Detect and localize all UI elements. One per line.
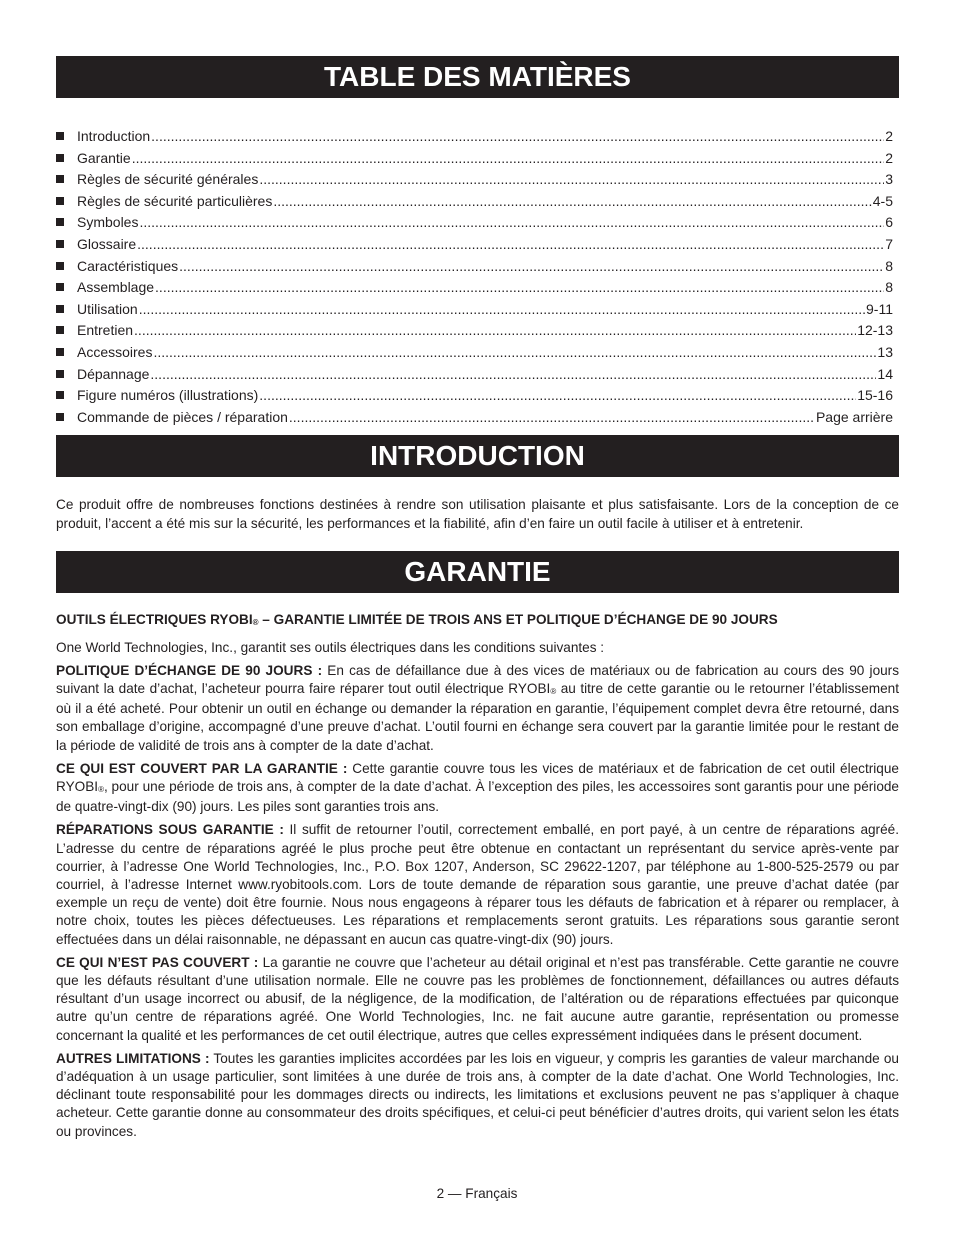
toc-item xyxy=(56,126,893,148)
garantie-heading-part1: OUTILS ÉLECTRIQUES RYOBI xyxy=(56,612,253,628)
toc-item xyxy=(56,320,893,342)
square-bullet-icon xyxy=(56,197,64,205)
toc-item-page: 4-5 xyxy=(872,192,893,209)
garantie-not-covered xyxy=(56,954,899,1045)
toc-leader-dots xyxy=(150,364,876,386)
toc-item xyxy=(56,277,893,299)
toc-leader-dots xyxy=(155,277,884,299)
registered-mark: ® xyxy=(98,784,104,794)
toc-item-label: Commande de pièces / réparation xyxy=(77,408,288,425)
toc-leader-dots xyxy=(132,148,885,170)
toc-leader-dots xyxy=(259,169,884,191)
square-bullet-icon xyxy=(56,413,64,421)
registered-mark: ® xyxy=(252,618,259,628)
garantie-intro: One World Technologies, Inc., garantit ses outils électriques dans les conditions suivantes : xyxy=(56,639,605,655)
toc-leader-dots xyxy=(151,126,884,148)
square-bullet-icon xyxy=(56,283,64,291)
toc-item-page: 8 xyxy=(885,279,893,296)
toc-item-page: 12-13 xyxy=(857,322,893,339)
toc-item-label: Règles de sécurité particulières xyxy=(77,192,273,209)
coverage-text-b: , pour une période de trois ans, à compter de la date d’achat. À l’exception des piles, les accessoires sont garantis pour une période de quatre-vingt-dix (90) jours. Les piles sont garanties trois ans. xyxy=(56,778,899,815)
exchange-policy-text-b: au titre de cette garantie ou le retourner l’établissement où il a été acheté. Pour obtenir un outil en échange ou demander la réparation en garantie, l’équipement complet devra être retourné, dans son emballage d’origine, accompagné d’une preuve d’achat. L’outil fourni en échange sera couvert par la garantie limitée pour le restant de la période de validité de trois ans à compter de la date d’achat. xyxy=(56,680,899,753)
toc-leader-dots xyxy=(137,234,884,256)
toc-item-page: Page arrière xyxy=(815,408,893,425)
toc-leader-dots xyxy=(139,299,865,321)
exchange-policy-label: POLITIQUE D’ÉCHANGE DE 90 JOURS : xyxy=(56,662,323,678)
exchange-policy-text-a: En cas de défaillance due à des vices de matériaux ou de fabrication au cours des 90 jours suivant la date d’achat, l’acheteur pourra faire réparer tout outil électrique RYOBI xyxy=(56,662,900,696)
toc-item-page: 15-16 xyxy=(857,387,893,404)
repairs-label: RÉPARATIONS SOUS GARANTIE : xyxy=(56,822,284,838)
square-bullet-icon xyxy=(56,305,64,313)
garantie-body xyxy=(56,611,899,1140)
toc-item-page: 2 xyxy=(885,149,893,166)
toc-item-page: 14 xyxy=(877,365,893,382)
square-bullet-icon xyxy=(56,370,64,378)
square-bullet-icon xyxy=(56,132,64,140)
toc-item-page: 2 xyxy=(885,128,893,144)
toc-title: TABLE DES MATIÈRES xyxy=(324,61,631,92)
page xyxy=(56,56,899,1146)
square-bullet-icon xyxy=(56,348,64,356)
toc-item xyxy=(56,342,893,364)
other-limitations-label: AUTRES LIMITATIONS : xyxy=(56,1050,210,1066)
toc-item-page: 7 xyxy=(885,235,893,252)
toc-item-label: Figure numéros (illustrations) xyxy=(77,387,259,404)
square-bullet-icon xyxy=(56,262,64,270)
toc-leader-dots xyxy=(134,320,856,342)
toc-item-label: Caractéristiques xyxy=(77,257,179,274)
toc-item xyxy=(56,212,893,234)
toc-item-label: Symboles xyxy=(77,214,139,231)
toc-leader-dots xyxy=(139,212,884,234)
toc-item xyxy=(56,299,893,321)
square-bullet-icon xyxy=(56,240,64,248)
toc-item-label: Garantie xyxy=(77,149,131,166)
page-footer: 2 — Français xyxy=(436,1186,518,1201)
toc-item xyxy=(56,169,893,191)
garantie-title: GARANTIE xyxy=(404,556,551,588)
introduction-text: Ce produit offre de nombreuses fonctions destinées à rendre son utilisation plaisante et plus satisfaisante. Lors de la conception de ce produit, l’accent a été mis sur la sécurité, les performances et la fiabilité, afin d’en faire un outil facile à utiliser et à entretenir. xyxy=(56,497,899,532)
toc-leader-dots xyxy=(259,385,856,407)
coverage-label: CE QUI EST COUVERT PAR LA GARANTIE : xyxy=(56,760,348,776)
square-bullet-icon xyxy=(56,391,64,399)
square-bullet-icon xyxy=(56,154,64,162)
toc-item xyxy=(56,234,893,256)
not-covered-label: CE QUI N’EST PAS COUVERT : xyxy=(56,954,259,970)
garantie-coverage xyxy=(56,760,899,817)
not-covered-text: La garantie ne couvre que l’acheteur au détail original et n’est pas transférable. Cette garantie ne couvre que les défauts résultant d’une utilisation normale. Elle ne couvre pas les problèmes de fonctionnement, défaillances ou autres défauts résultant d’un usage incorrect ou abusif, de la négligence, de la modification, de l’altération ou de réparations effectuées par quiconque autre qu’un centre de réparations agréé. One World Technologies, Inc. ne fait aucune autre garantie, représentation ou promesse concernant la qualité et les performances de cet outil électrique, autres que celles expressément indiquées dans le présent document. xyxy=(56,954,899,1043)
toc-item xyxy=(56,148,893,170)
toc-item-page: 6 xyxy=(885,214,893,231)
repairs-text: Il suffit de retourner l’outil, correctement emballé, en port payé, à un centre de réparations agréé. L’adresse du centre de réparations agréé le plus proche peut être obtenue en contactant un représentant du service après-vente par courrier, à l’adresse One World Technologies, Inc., P.O. Box 1207, Anderson, SC 29622-1207, par téléphone au 1-800-525-2579 ou par courriel, à l’adresse Internet www.ryobitools.com. Lors de toute demande de réparation sous garantie, une preuve d’achat datée (par exemple un reçu de vente) doit être fournie. Nous nous engageons à réparer tous les défauts de fabrication et à réparer ou remplacer, à notre choix, toutes les pièces défectueuses. Les réparations et remplacements seront gratuits. Les réparations sous garantie seront effectuées dans un délai raisonnable, ne dépassant en aucun cas quatre-vingt-dix (90) jours. xyxy=(56,822,899,947)
toc-leader-dots xyxy=(179,256,884,278)
toc-item xyxy=(56,364,893,386)
toc-leader-dots xyxy=(153,342,876,364)
toc-item-page: 9-11 xyxy=(866,300,893,317)
toc-item xyxy=(56,191,893,213)
toc-leader-dots xyxy=(289,407,815,429)
garantie-heading-part2: – GARANTIE LIMITÉE DE TROIS ANS ET POLITIQUE D’ÉCHANGE DE 90 JOURS xyxy=(258,612,778,628)
garantie-heading xyxy=(56,611,899,631)
square-bullet-icon xyxy=(56,175,64,183)
toc-item-label: Introduction xyxy=(77,128,151,144)
toc-item-page: 3 xyxy=(885,171,893,188)
toc-item-page: 13 xyxy=(877,343,893,360)
introduction-title: INTRODUCTION xyxy=(370,440,585,472)
toc-item xyxy=(56,385,893,407)
garantie-repairs xyxy=(56,821,899,948)
other-limitations-text: Toutes les garanties implicites accordées par les lois en vigueur, y compris les garanties de valeur marchande ou d’adéquation à un usage particulier, sont limitées à une durée de trois ans, à compter de la date d’achat. One World Technologies, Inc. déclinant toute responsabilité pour les dommages directs ou indirects, les limitations et exclusions peuvent ne pas s’appliquer à chaque acheteur. Cette garantie donne au consommateur des droits spécifiques, et celui-ci peut bénéficier d’autres droits, qui varient selon les états ou provinces. xyxy=(56,1050,899,1139)
garantie-title-bar xyxy=(56,551,899,593)
toc-title-bar xyxy=(56,56,899,98)
toc-item-label: Dépannage xyxy=(77,365,150,382)
toc-item-label: Assemblage xyxy=(77,279,155,296)
toc-item xyxy=(56,256,893,278)
toc-list xyxy=(56,126,899,428)
toc-item-label: Utilisation xyxy=(77,300,138,317)
toc-item-label: Entretien xyxy=(77,322,134,339)
coverage-text-a: Cette garantie couvre tous les vices de matériaux et de fabrication de cet outil électrique RYOBI xyxy=(56,760,899,794)
square-bullet-icon xyxy=(56,218,64,226)
introduction-title-bar xyxy=(56,435,899,477)
garantie-exchange-policy xyxy=(56,662,899,755)
garantie-other-limitations xyxy=(56,1050,899,1141)
toc-item-page: 8 xyxy=(885,257,893,274)
square-bullet-icon xyxy=(56,326,64,334)
toc-item-label: Règles de sécurité générales xyxy=(77,171,259,188)
registered-mark: ® xyxy=(550,686,557,696)
toc-item-label: Glossaire xyxy=(77,235,137,252)
toc-item-label: Accessoires xyxy=(77,343,153,360)
toc-leader-dots xyxy=(273,191,871,213)
toc-item xyxy=(56,407,893,429)
